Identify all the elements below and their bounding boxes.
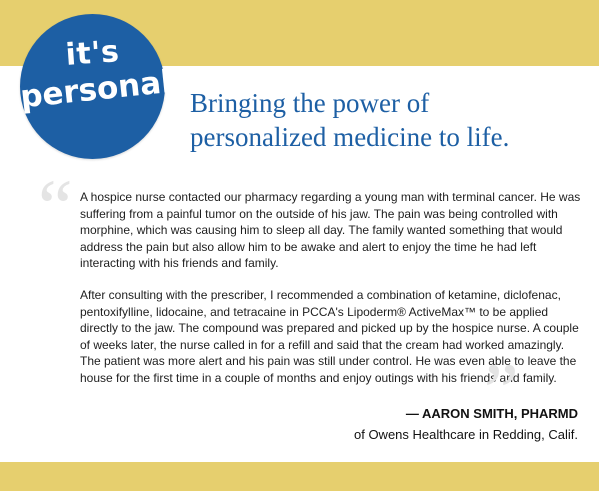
story-paragraph-1: A hospice nurse contacted our pharmacy regarding a young man with terminal cancer. He was suffering from a painful tumor on the outside of his jaw. The pain was being controlled with morphine, which was causing him to sleep all day. The family wanted something that would address the pain but also allow him to be awake and alert to enjoy the time he had left interacting with his friends and family.: [80, 190, 581, 271]
headline-line-2: personalized medicine to life.: [190, 122, 510, 152]
author-affiliation: of Owens Healthcare in Redding, Calif.: [353, 427, 578, 442]
headline-line-1: Bringing the power of: [190, 88, 430, 118]
badge-line-1: it's: [64, 34, 121, 73]
bottom-color-band: [0, 462, 599, 491]
close-quote-icon: ”: [484, 347, 519, 434]
open-quote-icon: “: [38, 163, 73, 250]
badge-line-2: personal: [18, 63, 174, 116]
story-paragraph-2: After consulting with the prescriber, I recommended a combination of ketamine, diclofenac, pentoxifylline, lidocaine, and tetracaine in PCCA's Lipoderm® ActiveMax™ to be applied directly to the jaw. The compound was prepared and picked up by the hospice nurse. A couple of weeks later, the nurse called in for a refill and said that the cream had worked amazingly. The patient was more alert and his pain was still under control. He was even able to leave the house for the first time in a couple of months and enjoy outings with his friends and family.: [80, 288, 579, 385]
page-headline: [190, 86, 590, 154]
its-personal-badge: [18, 14, 174, 159]
author-name: — AARON SMITH, PHARMD: [405, 406, 578, 421]
